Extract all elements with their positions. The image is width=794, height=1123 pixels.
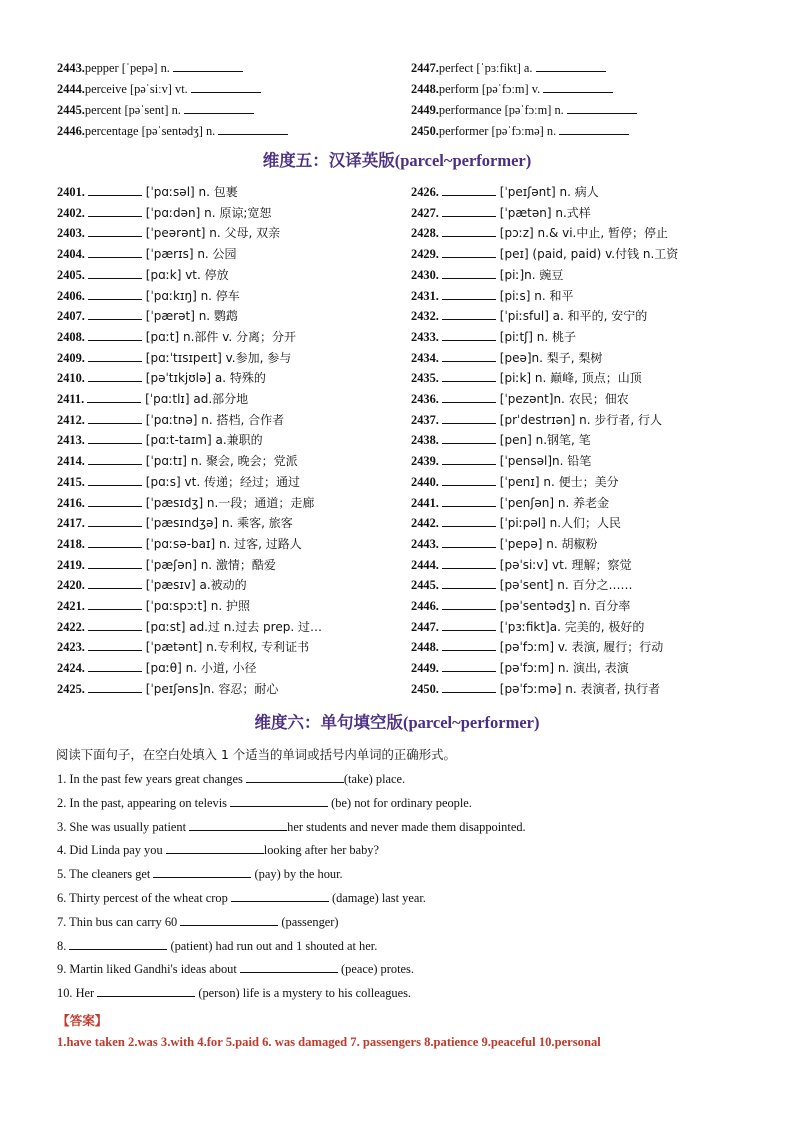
translation-row	[57, 557, 276, 573]
item-number: 2431.	[411, 288, 442, 303]
item-phonetic-meaning: [ˈpeɪʃənt] n. 病人	[495, 185, 599, 199]
item-number: 2449.	[411, 103, 439, 117]
item-word: performance	[438, 103, 505, 117]
translation-row	[411, 639, 663, 655]
answer-blank[interactable]	[88, 246, 142, 258]
answer-blank[interactable]	[536, 60, 606, 72]
item-number: 2435.	[411, 371, 442, 386]
item-number: 2434.	[411, 350, 442, 365]
item-phonetic-meaning: [ˈpiːsful] a. 和平的, 安宁的	[495, 309, 648, 324]
item-phonetic-meaning: [ˈpæʃən] n. 激情；酷爱	[141, 557, 276, 572]
item-number: 2448.	[411, 640, 442, 655]
top-vocab-row	[411, 123, 629, 139]
answer-blank[interactable]	[218, 123, 288, 135]
item-number: 2443.	[57, 61, 85, 75]
top-vocab-row	[411, 60, 606, 76]
answer-blank[interactable]	[543, 81, 613, 93]
item-number: 2445.	[57, 103, 85, 117]
item-number: 2424.	[57, 661, 88, 676]
fill-blank[interactable]	[246, 771, 344, 783]
section5-title	[0, 151, 794, 171]
answer-blank[interactable]	[442, 577, 496, 589]
item-phonetic-meaning: [ˈpeɪʃəns]n. 容忍；耐心	[141, 681, 279, 696]
item-phonetic-meaning: [ˈpɜːfikt]a. 完美的, 极好的	[495, 619, 645, 634]
item-number: 2407.	[57, 309, 88, 324]
item-number: 2427.	[411, 205, 442, 220]
sentence-start: 9. Martin liked Gandhi's ideas about	[57, 962, 240, 977]
item-number: 2448.	[411, 82, 439, 96]
top-vocab-row	[411, 81, 613, 97]
sentence-start: 6. Thirty percest of the wheat crop	[57, 891, 231, 905]
item-number: 2446.	[57, 124, 85, 138]
section5-title-en: (parcel~performer)	[394, 151, 532, 170]
answer-blank[interactable]	[442, 453, 496, 465]
fill-blank[interactable]	[230, 795, 328, 807]
item-number: 2413.	[57, 433, 88, 448]
translation-row	[57, 639, 309, 655]
item-number: 2447.	[411, 619, 442, 634]
answer-blank[interactable]	[559, 123, 629, 135]
item-number: 2450.	[411, 124, 439, 138]
answer-blank[interactable]	[442, 495, 496, 507]
item-phonetic-meaning: [prˈdestrɪən] n. 步行者, 行人	[495, 412, 663, 427]
translation-row	[57, 329, 296, 345]
translation-row	[411, 598, 630, 614]
item-phonetic-meaning: [pəˈfɔːm] n. 演出, 表演	[495, 661, 629, 676]
item-phonetic-meaning: [pəˈsentədʒ] n. 百分率	[495, 599, 631, 613]
item-number: 2421.	[57, 599, 88, 613]
translation-row	[57, 515, 293, 531]
answer-blank[interactable]	[442, 474, 496, 486]
answer-blank[interactable]	[442, 308, 496, 320]
translation-row	[57, 453, 298, 469]
item-phonetic-meaning: [piːk] n. 巅峰, 顶点；山顶	[495, 371, 642, 386]
item-phonetic-meaning: [ˈpezənt]n. 农民；佃农	[495, 392, 629, 406]
item-number: 2437.	[411, 412, 442, 427]
answer-blank[interactable]	[88, 639, 142, 651]
sentence-start: 10. Her	[57, 986, 98, 1001]
top-vocab-row	[57, 123, 288, 139]
translation-row	[411, 288, 573, 304]
sentence-start: 4. Did Linda pay you	[57, 843, 166, 858]
item-phonetic-meaning: [ˈpeərənt] n. 父母, 双亲	[141, 226, 281, 241]
fill-blank[interactable]	[69, 938, 167, 950]
answer-blank[interactable]	[88, 432, 142, 444]
item-phonetic-meaning: [ˈpætənt] n.专利权, 专利证书	[141, 640, 310, 655]
answer-blank[interactable]	[88, 288, 142, 300]
translation-row	[57, 681, 278, 697]
answer-blank[interactable]	[88, 557, 142, 569]
item-number: 2418.	[57, 536, 88, 551]
translation-row	[411, 495, 609, 511]
item-phonetic-meaning: [pɑːs] vt. 传递；经过；通过	[141, 474, 300, 489]
item-number: 2408.	[57, 329, 88, 344]
answer-blank[interactable]	[173, 60, 243, 72]
sentence-end: (pay) by the hour.	[251, 867, 343, 882]
fill-blank[interactable]	[180, 914, 278, 926]
translation-row	[411, 432, 591, 448]
item-phonetic: [ˈpepə] n.	[121, 61, 173, 75]
top-vocab-row	[57, 81, 261, 97]
item-phonetic: [pəˈfɔːm] n.	[504, 103, 567, 117]
answer-blank[interactable]	[442, 288, 496, 300]
item-phonetic-meaning: [ˈpærət] n. 鹦鹉	[141, 309, 238, 324]
answer-blank[interactable]	[442, 350, 496, 362]
item-number: 2444.	[411, 557, 442, 572]
sentence-item	[57, 961, 414, 977]
item-number: 2412.	[57, 412, 88, 427]
sentence-end: looking after her baby?	[263, 843, 380, 858]
translation-row	[411, 557, 631, 573]
fill-blank[interactable]	[240, 961, 338, 973]
item-number: 2402.	[57, 205, 88, 220]
answer-blank[interactable]	[87, 391, 141, 403]
item-phonetic-meaning: [pəˈfɔːmə] n. 表演者, 执行者	[495, 681, 661, 696]
translation-row	[57, 225, 280, 241]
sentence-item	[57, 985, 411, 1001]
fill-blank[interactable]	[189, 819, 287, 831]
sentence-item	[57, 890, 426, 906]
translation-row	[411, 225, 668, 241]
answer-blank[interactable]	[88, 412, 142, 424]
item-phonetic-meaning: [ˈpɑːtnə] n. 搭档, 合作者	[141, 412, 285, 427]
translation-row	[57, 350, 291, 366]
item-word: percent	[84, 103, 125, 117]
section6-title-en: (parcel~performer)	[402, 713, 540, 732]
item-phonetic-meaning: [pəˈsent] n. 百分之……	[495, 578, 633, 593]
item-number: 2429.	[411, 247, 442, 262]
answer-blank[interactable]	[442, 329, 496, 341]
sentence-start: 5. The cleaners get	[57, 867, 154, 882]
sentence-item	[57, 771, 405, 787]
translation-row	[411, 370, 642, 386]
translation-row	[57, 495, 314, 511]
sentence-start: 3. She was usually patient	[57, 819, 190, 834]
top-vocab-row	[57, 60, 243, 76]
translation-row	[57, 267, 229, 283]
answer-blank[interactable]	[88, 184, 142, 196]
sentence-item	[57, 819, 526, 835]
item-phonetic-meaning: [ˈpiːpəl] n.人们；人民	[495, 516, 622, 531]
answer-blank[interactable]	[191, 81, 261, 93]
item-number: 2430.	[411, 267, 442, 282]
item-phonetic-meaning: [pɑːt-taɪm] a.兼职的	[141, 433, 263, 448]
translation-row	[57, 412, 284, 428]
answer-blank[interactable]	[88, 536, 142, 548]
item-number: 2440.	[411, 474, 442, 489]
item-phonetic-meaning: [ˈpenɪ] n. 便士；美分	[495, 474, 619, 489]
item-phonetic-meaning: [peə]n. 梨子, 梨树	[495, 350, 603, 365]
item-phonetic-meaning: [ˈpærɪs] n. 公园	[141, 247, 237, 262]
answer-blank[interactable]	[88, 598, 142, 610]
item-number: 2419.	[57, 557, 88, 572]
sentence-end: (damage) last year.	[328, 891, 426, 905]
answer-blank[interactable]	[88, 308, 142, 320]
item-number: 2425.	[57, 681, 88, 696]
translation-row	[411, 453, 591, 469]
item-number: 2415.	[57, 474, 88, 489]
item-number: 2449.	[411, 661, 442, 676]
translation-row	[411, 246, 678, 262]
answer-blank[interactable]	[442, 432, 496, 444]
answer-blank[interactable]	[442, 391, 496, 403]
item-word: perfect	[438, 61, 477, 75]
item-number: 2410.	[57, 371, 88, 386]
sentence-item	[57, 938, 377, 954]
item-phonetic-meaning: [pɑːk] vt. 停放	[141, 267, 229, 282]
item-phonetic-meaning: [pɑːθ] n. 小道, 小径	[141, 661, 257, 676]
item-number: 2420.	[57, 578, 88, 593]
sentence-item	[57, 795, 472, 811]
item-phonetic-meaning: [pəˈfɔːm] v. 表演, 履行；行动	[495, 640, 664, 655]
answer-blank[interactable]	[442, 557, 496, 569]
translation-row	[411, 412, 662, 428]
answer-blank[interactable]	[184, 102, 254, 114]
top-vocab-row	[57, 102, 254, 118]
item-phonetic: [ˈpɜːfikt] a.	[476, 61, 536, 75]
answer-blank[interactable]	[442, 184, 496, 196]
translation-row	[411, 536, 598, 552]
item-number: 2409.	[57, 350, 88, 365]
answer-blank[interactable]	[442, 536, 496, 548]
translation-row	[57, 205, 271, 221]
answer-blank[interactable]	[442, 515, 496, 527]
item-phonetic-meaning: [ˈpɑːsə-baɪ] n. 过客, 过路人	[141, 536, 302, 551]
top-vocab-row	[411, 102, 637, 118]
item-word: performer	[438, 124, 492, 138]
item-phonetic-meaning: [ˈpæsɪndʒə] n. 乘客, 旅客	[141, 516, 293, 531]
answer-blank[interactable]	[88, 350, 142, 362]
translation-row	[411, 329, 576, 345]
sentence-item	[57, 866, 343, 882]
translation-row	[57, 246, 237, 262]
answer-blank[interactable]	[88, 370, 142, 382]
item-number: 2426.	[411, 185, 442, 199]
translation-row	[57, 432, 263, 448]
answer-blank[interactable]	[88, 515, 142, 527]
item-phonetic-meaning: [ˈpensəl]n. 铅笔	[495, 454, 592, 469]
fill-blank[interactable]	[166, 842, 264, 854]
sentence-end: (take) place.	[343, 772, 406, 786]
sentence-start: 1. In the past few years great changes	[57, 772, 246, 786]
item-number: 2423.	[57, 640, 88, 655]
item-number: 2417.	[57, 516, 88, 531]
item-number: 2404.	[57, 247, 88, 262]
item-word: pepper	[84, 61, 122, 75]
item-phonetic-meaning: [ˈpɑːtlɪ] ad.部分地	[141, 392, 249, 406]
item-number: 2439.	[411, 454, 442, 469]
sentence-end: her students and never made them disappointed.	[287, 819, 526, 834]
translation-row	[57, 308, 238, 324]
item-number: 2414.	[57, 454, 88, 469]
translation-row	[57, 370, 266, 386]
answer-blank[interactable]	[442, 225, 496, 237]
answer-blank[interactable]	[442, 598, 496, 610]
translation-row	[411, 474, 619, 490]
item-number: 2446.	[411, 599, 442, 613]
translation-row	[57, 536, 302, 552]
instruction-text: 阅读下面句子，在空白处填入 1 个适当的单词或括号内单词的正确形式。	[56, 747, 456, 762]
translation-row	[57, 474, 300, 490]
answer-blank[interactable]	[442, 639, 496, 651]
item-number: 2406.	[57, 288, 88, 303]
translation-row	[411, 205, 591, 221]
translation-row	[57, 598, 250, 614]
answer-blank[interactable]	[88, 453, 142, 465]
item-phonetic-meaning: [ˈpæsɪdʒ] n.一段；通道；走廊	[141, 495, 315, 510]
item-number: 2401.	[57, 185, 88, 199]
item-phonetic-meaning: [ˈpætən] n.式样	[495, 205, 591, 220]
answer-blank[interactable]	[567, 102, 637, 114]
translation-row	[411, 184, 599, 200]
answer-blank[interactable]	[88, 205, 142, 217]
item-phonetic-meaning: [pəˈsiːv] vt. 理解；察觉	[495, 557, 632, 572]
item-number: 2422.	[57, 619, 88, 634]
item-phonetic-meaning: [ˈpɑːspɔːt] n. 护照	[141, 599, 250, 613]
answer-heading: 【答案】	[57, 1013, 108, 1028]
item-phonetic-meaning: [pəˈtɪkjʊlə] a. 特殊的	[141, 371, 266, 386]
item-number: 2428.	[411, 226, 442, 241]
answer-blank[interactable]	[88, 495, 142, 507]
translation-row	[57, 619, 322, 635]
item-number: 2445.	[411, 578, 442, 593]
item-phonetic-meaning: [pen] n.钢笔, 笔	[495, 433, 591, 448]
item-word: perceive	[84, 82, 130, 96]
item-phonetic: [pəˈsent] n.	[124, 103, 184, 117]
translation-row	[411, 391, 629, 407]
section6-title-cn: 维度六：单句填空版	[254, 713, 403, 732]
item-number: 2441.	[411, 495, 442, 510]
item-phonetic: [pəˈsentədʒ] n.	[141, 124, 219, 138]
answer-blank[interactable]	[88, 267, 142, 279]
item-phonetic: [pəˈfɔːmə] n.	[491, 124, 560, 138]
item-number: 2438.	[411, 433, 442, 448]
section5-title-cn: 维度五：汉译英版	[262, 151, 395, 170]
item-number: 2432.	[411, 309, 442, 324]
section6-title	[0, 713, 794, 733]
item-phonetic-meaning: [piːtʃ] n. 桃子	[495, 329, 576, 344]
item-number: 2450.	[411, 681, 442, 696]
translation-row	[411, 515, 621, 531]
item-phonetic-meaning: [pɑːst] ad.过 n.过去 prep. 过…	[141, 619, 322, 634]
translation-row	[57, 184, 238, 200]
item-word: perform	[438, 82, 482, 96]
item-number: 2403.	[57, 226, 88, 241]
sentence-item	[57, 914, 339, 930]
translation-row	[411, 681, 660, 697]
translation-row	[411, 619, 644, 635]
translation-row	[57, 288, 240, 304]
answer-blank[interactable]	[442, 246, 496, 258]
item-phonetic-meaning: [ˈpɑːtɪ] n. 聚会, 晚会；党派	[141, 454, 298, 469]
item-phonetic-meaning: [pɑːt] n.部件 v. 分离；分开	[141, 329, 296, 344]
item-phonetic-meaning: [ˈpɑːdən] n. 原谅;宽恕	[141, 205, 272, 220]
translation-row	[57, 660, 256, 676]
item-word: percentage	[84, 124, 142, 138]
item-number: 2411.	[57, 392, 88, 406]
item-phonetic-meaning: [ˈpepə] n. 胡椒粉	[495, 536, 598, 551]
item-phonetic-meaning: [peɪ] (paid, paid) v.付钱 n.工资	[495, 247, 679, 262]
sentence-end: (passenger)	[278, 914, 339, 929]
answer-blank[interactable]	[442, 681, 496, 693]
item-number: 2447.	[411, 61, 439, 75]
answer-blank[interactable]	[442, 412, 496, 424]
item-phonetic-meaning: [ˈpenʃən] n. 养老金	[495, 495, 610, 510]
answer-blank[interactable]	[88, 660, 142, 672]
item-number: 2436.	[411, 392, 442, 406]
answer-blank[interactable]	[442, 370, 496, 382]
translation-row	[57, 391, 248, 407]
item-number: 2433.	[411, 329, 442, 344]
sentence-item	[57, 842, 379, 858]
translation-row	[57, 577, 247, 593]
item-phonetic-meaning: [pɑːˈtɪsɪpeɪt] v.参加, 参与	[141, 350, 292, 365]
answer-blank[interactable]	[442, 619, 496, 631]
item-phonetic-meaning: [ˈpɑːkɪŋ] n. 停车	[141, 288, 240, 303]
answer-blank[interactable]	[88, 474, 142, 486]
answer-blank[interactable]	[88, 619, 142, 631]
answer-blank[interactable]	[442, 660, 496, 672]
translation-row	[411, 308, 647, 324]
sentence-end: (patient) had run out and 1 shouted at her.	[167, 938, 378, 953]
answer-key: 1.have taken 2.was 3.with 4.for 5.paid 6. was damaged 7. passengers 8.patience 9.peaceful 10.personal	[57, 1035, 601, 1049]
item-phonetic: [pəˈsiːv] vt.	[129, 82, 191, 96]
fill-blank[interactable]	[153, 866, 251, 878]
translation-row	[411, 660, 629, 676]
sentence-start: 2. In the past, appearing on televis	[57, 795, 231, 810]
sentence-end: (peace) protes.	[337, 962, 414, 977]
sentence-end: (be) not for ordinary people.	[328, 795, 472, 810]
answer-blank[interactable]	[88, 225, 142, 237]
sentence-end: (person) life is a mystery to his colleagues.	[195, 986, 412, 1001]
item-number: 2442.	[411, 516, 442, 531]
item-phonetic-meaning: [ˈpɑːsəl] n. 包裹	[141, 185, 238, 199]
item-phonetic-meaning: [ˈpæsɪv] a.被动的	[141, 578, 247, 593]
translation-row	[411, 577, 632, 593]
sentence-start: 8.	[57, 938, 70, 953]
fill-blank[interactable]	[97, 985, 195, 997]
item-phonetic-meaning: [piː]n. 豌豆	[495, 267, 564, 282]
item-phonetic: [pəˈfɔːm] v.	[481, 82, 544, 96]
translation-row	[411, 350, 602, 366]
item-phonetic-meaning: [piːs] n. 和平	[495, 288, 574, 303]
sentence-start: 7. Thin bus can carry 60	[57, 914, 181, 929]
item-phonetic-meaning: [pɔːz] n.& vi.中止, 暂停；停止	[495, 226, 668, 241]
item-number: 2444.	[57, 82, 85, 96]
translation-row	[411, 267, 563, 283]
answer-blank[interactable]	[442, 205, 496, 217]
answer-blank[interactable]	[442, 267, 496, 279]
answer-blank[interactable]	[88, 681, 142, 693]
answer-blank[interactable]	[88, 577, 142, 589]
item-number: 2443.	[411, 536, 442, 551]
item-number: 2405.	[57, 267, 88, 282]
item-number: 2416.	[57, 495, 88, 510]
answer-blank[interactable]	[88, 329, 142, 341]
fill-blank[interactable]	[231, 890, 329, 902]
